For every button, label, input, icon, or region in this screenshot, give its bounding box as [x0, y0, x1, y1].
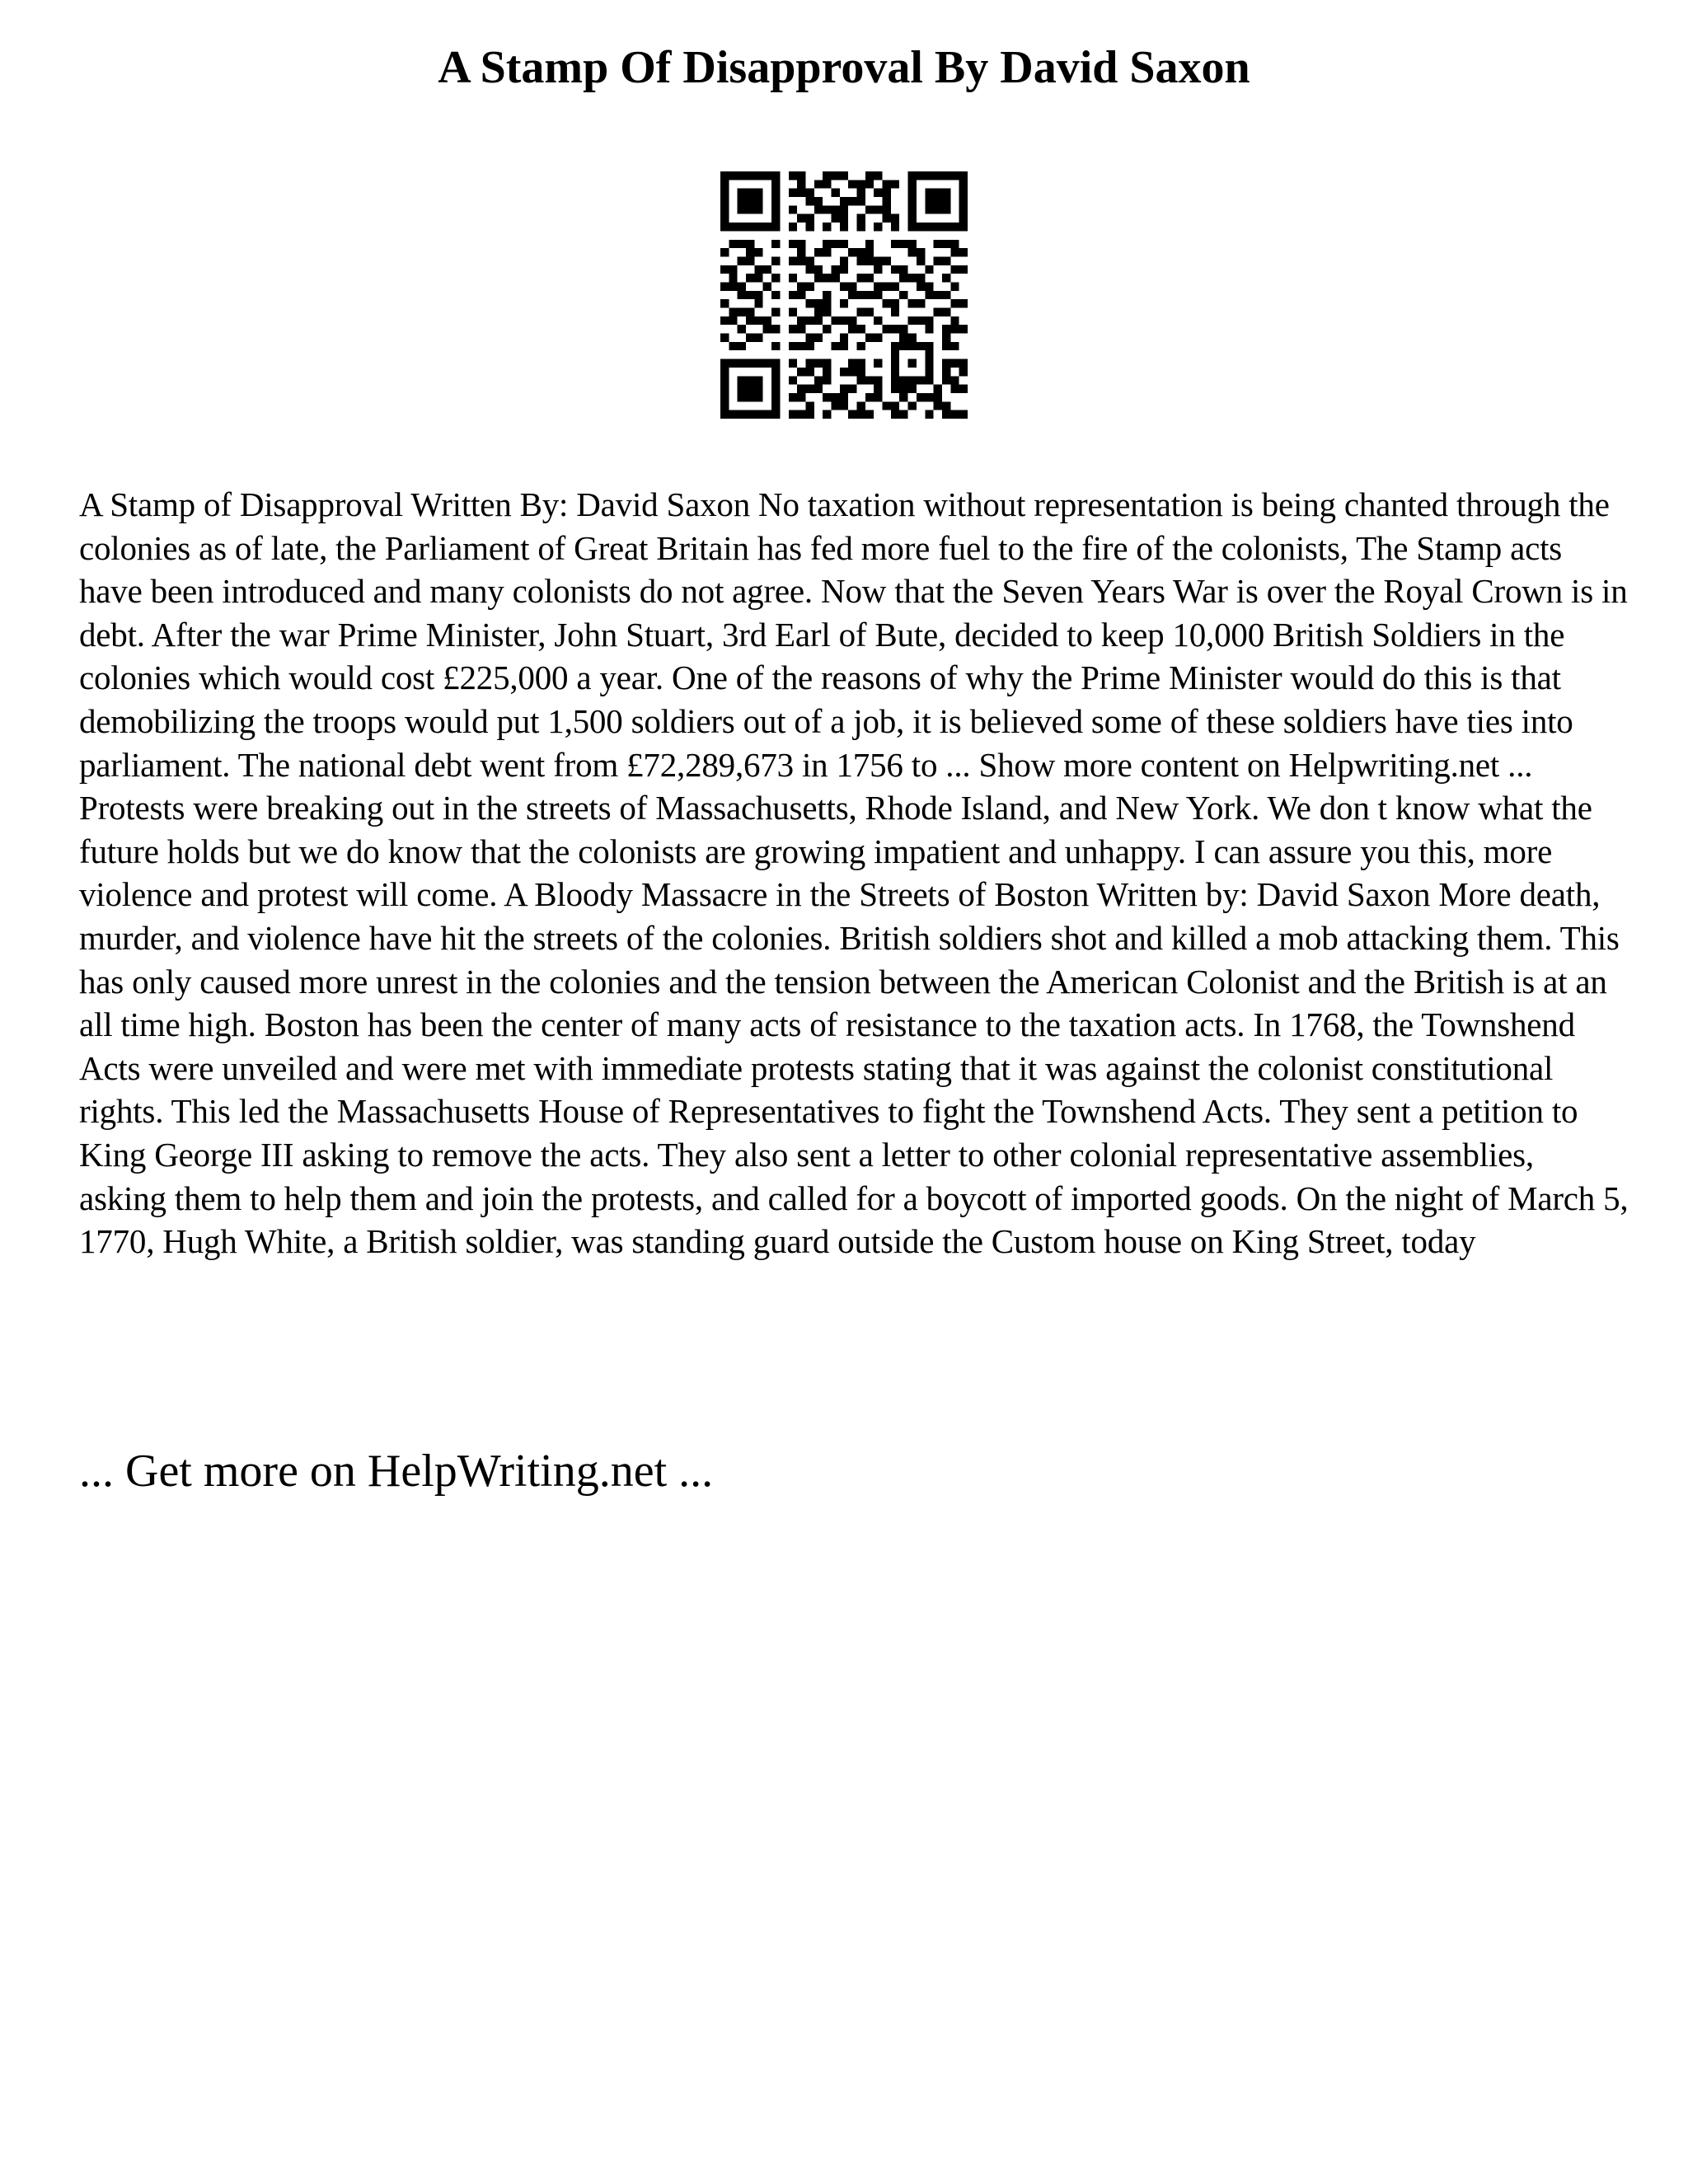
article-paragraph-1: A Stamp of Disapproval Written By: David Saxon No taxation without representation is being chanted through the colonies as of late, the Parliament of Great Britain has fed more fuel to the fire of the colonists, The Stamp acts have been introduced and many colonists do not agree. Now that the Seven Years War is over the Royal Crown is in debt. After the war Prime Minister, John Stuart, 3rd Earl of Bute, decided to keep 10,000 British Soldiers in the colonies which would cost £225,000 a year. One of the reasons of why the Prime Minister would do this is that demobilizing the troops would put 1,500 soldiers out of a job, it is believed some of these soldiers have ties into parliament. The national debt went from £72,289,673 in 1756 to ... Show more content on Helpwriting.net ...: [79, 485, 1628, 784]
qr-code-icon[interactable]: [720, 171, 968, 419]
article-paragraph-2: Protests were breaking out in the streets of Massachusetts, Rhode Island, and New York. We don t know what the future holds but we do know that the colonists are growing impatient and unhappy. I can assure you this, more violence and protest will come. A Bloody Massacre in the Streets of Boston Written by: David Saxon More death, murder, and violence have hit the streets of the colonies. British soldiers shot and killed a mob attacking them. This has only caused more unrest in the colonies and the tension between the American Colonist and the British is at an all time high. Boston has been the center of many acts of resistance to the taxation acts. In 1768, the Townshend Acts were unveiled and were met with immediate protests stating that it was against the colonist constitutional rights. This led the Massachusetts House of Representatives to fight the Townshend Acts. They sent a petition to King George III asking to remove the acts. They also sent a letter to other colonial representative assemblies, asking them to help them and join the protests, and called for a boycott of imported goods. On the night of March 5, 1770, Hugh White, a British soldier, was standing guard outside the Custom house on King Street, today: [79, 789, 1629, 1261]
get-more-link[interactable]: ... Get more on HelpWriting.net ...: [79, 1446, 714, 1497]
page-title: A Stamp Of Disapproval By David Saxon: [438, 42, 1250, 93]
article-body: [79, 483, 1629, 1263]
